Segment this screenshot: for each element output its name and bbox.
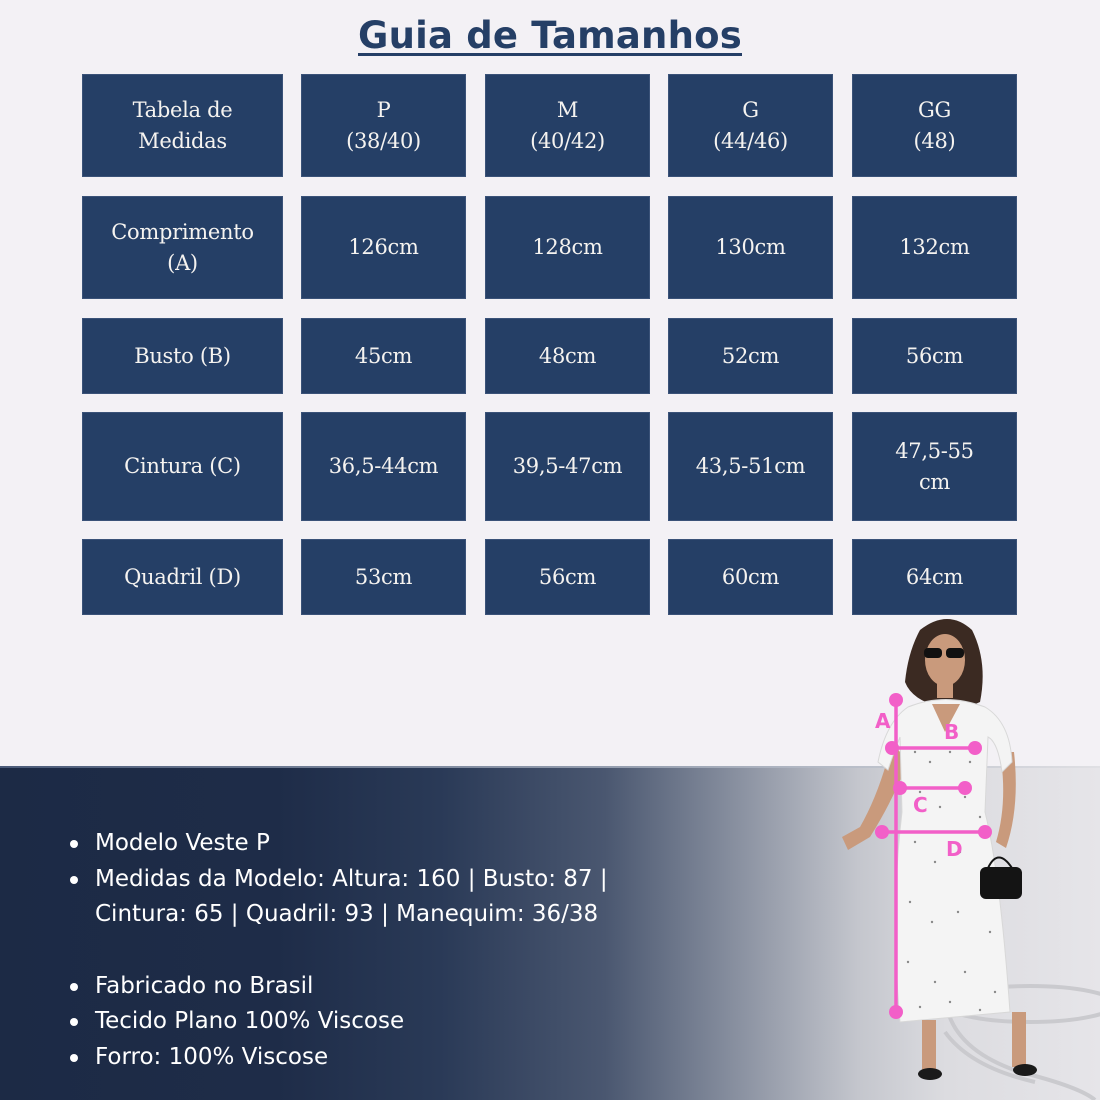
row-label-busto: Busto (B) [82, 318, 283, 394]
marker-d-label: D [946, 837, 963, 861]
size-header-g: G (44/46) [668, 74, 833, 177]
table-header-label: Tabela de Medidas [82, 74, 283, 177]
size-header-gg: GG (48) [852, 74, 1017, 177]
table-cell: 56cm [852, 318, 1017, 394]
table-cell: 60cm [668, 539, 833, 615]
table-cell: 43,5-51cm [668, 412, 833, 521]
marker-a-label: A [875, 709, 891, 733]
table-cell: 39,5-47cm [485, 412, 650, 521]
table-cell: 56cm [485, 539, 650, 615]
info-item: Forro: 100% Viscose [70, 1040, 655, 1076]
info-item: Medidas da Modelo: Altura: 160 | Busto: 87 | Cintura: 65 | Quadril: 93 | Manequim: 36/38 [70, 862, 655, 933]
table-cell: 45cm [301, 318, 466, 394]
table-cell: 36,5-44cm [301, 412, 466, 521]
table-cell: 130cm [668, 196, 833, 299]
model-illustration-icon [820, 612, 1100, 1100]
table-cell: 52cm [668, 318, 833, 394]
row-label-quadril: Quadril (D) [82, 539, 283, 615]
table-cell: 64cm [852, 539, 1017, 615]
info-item: Tecido Plano 100% Viscose [70, 1004, 655, 1040]
size-header-p: P (38/40) [301, 74, 466, 177]
info-item: Fabricado no Brasil [70, 969, 655, 1005]
size-header-m: M (40/42) [485, 74, 650, 177]
page-title: Guia de Tamanhos [358, 14, 742, 57]
table-cell: 132cm [852, 196, 1017, 299]
product-info-list [70, 826, 655, 1075]
table-cell: 126cm [301, 196, 466, 299]
table-cell: 53cm [301, 539, 466, 615]
marker-c-label: C [913, 793, 928, 817]
row-label-comprimento: Comprimento (A) [82, 196, 283, 299]
table-cell: 48cm [485, 318, 650, 394]
model-figure [820, 612, 1100, 1100]
table-cell: 47,5-55 cm [852, 412, 1017, 521]
marker-b-label: B [944, 720, 960, 744]
table-cell: 128cm [485, 196, 650, 299]
info-item: Modelo Veste P [70, 826, 655, 862]
row-label-cintura: Cintura (C) [82, 412, 283, 521]
